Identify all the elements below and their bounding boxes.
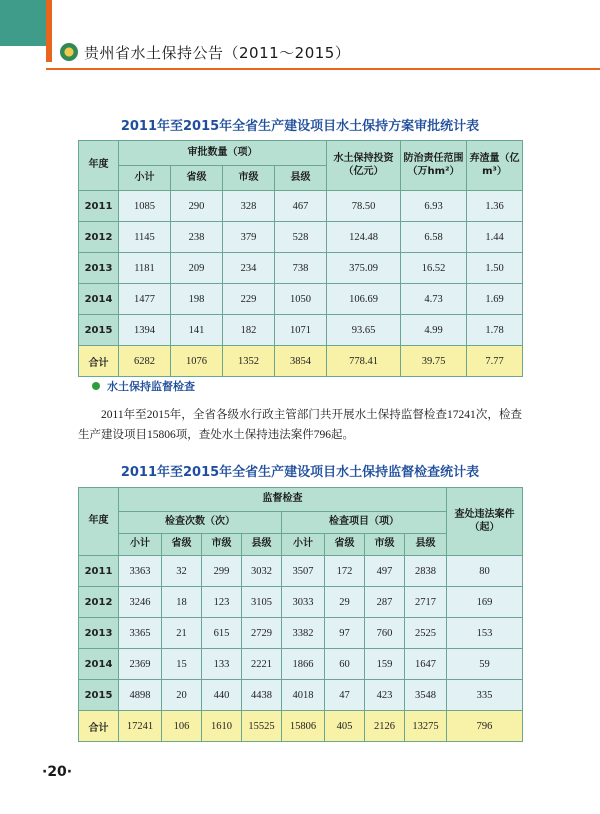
table-cell: 169 [447, 587, 523, 618]
year-cell: 2011 [79, 556, 119, 587]
table-cell: 778.41 [327, 346, 401, 377]
table-row [79, 649, 523, 680]
table-cell: 738 [275, 253, 327, 284]
table-cell: 15525 [242, 711, 282, 742]
header-supervision: 监督检查 [119, 488, 447, 512]
subheader-county: 县级 [275, 166, 327, 191]
table-cell: 3382 [282, 618, 325, 649]
table-cell: 1071 [275, 315, 327, 346]
table-cell: 4.73 [401, 284, 467, 315]
table-cell: 209 [171, 253, 223, 284]
table-cell: 405 [325, 711, 365, 742]
table-cell: 234 [223, 253, 275, 284]
table-cell: 1145 [119, 222, 171, 253]
corner-block [0, 0, 46, 46]
table-cell: 2729 [242, 618, 282, 649]
table-cell: 2369 [119, 649, 162, 680]
table-cell: 615 [202, 618, 242, 649]
table-cell: 1610 [202, 711, 242, 742]
header-inspection-times: 检查次数（次） [119, 512, 282, 534]
table-cell: 375.09 [327, 253, 401, 284]
subheader-county: 县级 [405, 534, 447, 556]
table-cell: 59 [447, 649, 523, 680]
subheader-province: 省级 [162, 534, 202, 556]
table-cell: 1394 [119, 315, 171, 346]
table-cell: 80 [447, 556, 523, 587]
table-cell: 133 [202, 649, 242, 680]
table-cell: 106 [162, 711, 202, 742]
table-cell: 335 [447, 680, 523, 711]
subheader-city: 市级 [202, 534, 242, 556]
header-investment: 水土保持投资（亿元） [327, 141, 401, 191]
year-cell: 合计 [79, 711, 119, 742]
table-cell: 760 [365, 618, 405, 649]
table-cell: 290 [171, 191, 223, 222]
table-row [79, 253, 523, 284]
table-cell: 123 [202, 587, 242, 618]
table-cell: 1866 [282, 649, 325, 680]
table-row [79, 587, 523, 618]
table-cell: 423 [365, 680, 405, 711]
table-cell: 17241 [119, 711, 162, 742]
table-cell: 497 [365, 556, 405, 587]
table-cell: 47 [325, 680, 365, 711]
year-cell: 2012 [79, 222, 119, 253]
table-cell: 16.52 [401, 253, 467, 284]
table-cell: 3365 [119, 618, 162, 649]
table-cell: 3548 [405, 680, 447, 711]
subheader-province: 省级 [171, 166, 223, 191]
table-cell: 198 [171, 284, 223, 315]
table-row [79, 222, 523, 253]
table-cell: 2126 [365, 711, 405, 742]
table-cell: 93.65 [327, 315, 401, 346]
header-cases: 查处违法案件（起） [447, 488, 523, 556]
year-cell: 2015 [79, 680, 119, 711]
section-paragraph: 2011年至2015年，全省各级水行政主管部门共开展水土保持监督检查17241次，检查生产建设项目15806项，查处水土保持违法案件796起。 [78, 409, 522, 441]
header-spoil: 弃渣量（亿m³） [467, 141, 523, 191]
running-header [60, 40, 350, 64]
emblem-icon [60, 43, 78, 61]
table-cell: 467 [275, 191, 327, 222]
table-cell: 39.75 [401, 346, 467, 377]
table-cell: 1.50 [467, 253, 523, 284]
table-cell: 172 [325, 556, 365, 587]
table-cell: 1.44 [467, 222, 523, 253]
table-cell: 124.48 [327, 222, 401, 253]
table-cell: 106.69 [327, 284, 401, 315]
year-cell: 2015 [79, 315, 119, 346]
table-cell: 15806 [282, 711, 325, 742]
header-approval-count: 审批数量（项） [119, 141, 327, 166]
table-cell: 1181 [119, 253, 171, 284]
table-cell: 1352 [223, 346, 275, 377]
table-row [79, 315, 523, 346]
table-cell: 229 [223, 284, 275, 315]
table-cell: 29 [325, 587, 365, 618]
total-row [79, 346, 523, 377]
table-cell: 3033 [282, 587, 325, 618]
table-cell: 1076 [171, 346, 223, 377]
year-cell: 2013 [79, 253, 119, 284]
table-cell: 1085 [119, 191, 171, 222]
table-cell: 287 [365, 587, 405, 618]
table-cell: 3363 [119, 556, 162, 587]
table-cell: 7.77 [467, 346, 523, 377]
table-cell: 4.99 [401, 315, 467, 346]
table-cell: 1477 [119, 284, 171, 315]
header-year: 年度 [79, 141, 119, 191]
header-inspected-projects: 检查项目（项） [282, 512, 447, 534]
subheader-city: 市级 [365, 534, 405, 556]
table-cell: 1050 [275, 284, 327, 315]
table-row [79, 680, 523, 711]
header-area: 防治责任范围（万hm²） [401, 141, 467, 191]
table-cell: 528 [275, 222, 327, 253]
subheader-subtotal: 小计 [282, 534, 325, 556]
table-cell: 3246 [119, 587, 162, 618]
table2-title: 2011年至2015年全省生产建设项目水土保持监督检查统计表 [120, 465, 480, 480]
table-cell: 796 [447, 711, 523, 742]
table-row [79, 284, 523, 315]
table-cell: 60 [325, 649, 365, 680]
table-cell: 1647 [405, 649, 447, 680]
year-cell: 2013 [79, 618, 119, 649]
table-cell: 2838 [405, 556, 447, 587]
table-cell: 1.36 [467, 191, 523, 222]
table-cell: 97 [325, 618, 365, 649]
table-cell: 3507 [282, 556, 325, 587]
table-cell: 3105 [242, 587, 282, 618]
subheader-county: 县级 [242, 534, 282, 556]
approval-table [78, 140, 523, 377]
table-cell: 141 [171, 315, 223, 346]
section-heading [92, 378, 195, 394]
total-row [79, 711, 523, 742]
table-cell: 18 [162, 587, 202, 618]
bullet-icon [92, 382, 100, 390]
table-cell: 21 [162, 618, 202, 649]
table-cell: 4898 [119, 680, 162, 711]
header-title: 贵州省水土保持公告（2011～2015） [84, 43, 351, 62]
table-cell: 32 [162, 556, 202, 587]
subheader-subtotal: 小计 [119, 534, 162, 556]
table-cell: 6.93 [401, 191, 467, 222]
table-cell: 153 [447, 618, 523, 649]
table-cell: 6.58 [401, 222, 467, 253]
table-cell: 78.50 [327, 191, 401, 222]
table-cell: 6282 [119, 346, 171, 377]
subheader-province: 省级 [325, 534, 365, 556]
table-cell: 440 [202, 680, 242, 711]
table-cell: 4018 [282, 680, 325, 711]
table-cell: 182 [223, 315, 275, 346]
table-row [79, 191, 523, 222]
table-cell: 13275 [405, 711, 447, 742]
table-row [79, 618, 523, 649]
table-cell: 238 [171, 222, 223, 253]
subheader-city: 市级 [223, 166, 275, 191]
table-cell: 1.78 [467, 315, 523, 346]
table-cell: 2221 [242, 649, 282, 680]
year-cell: 2012 [79, 587, 119, 618]
table-cell: 379 [223, 222, 275, 253]
table-cell: 159 [365, 649, 405, 680]
year-cell: 2011 [79, 191, 119, 222]
table-cell: 328 [223, 191, 275, 222]
table-row [79, 556, 523, 587]
table-cell: 4438 [242, 680, 282, 711]
section-heading-text: 水土保持监督检查 [107, 380, 195, 393]
accent-bar [46, 0, 52, 62]
inspection-table [78, 487, 523, 742]
table-cell: 15 [162, 649, 202, 680]
table-cell: 3854 [275, 346, 327, 377]
table1-title: 2011年至2015年全省生产建设项目水土保持方案审批统计表 [120, 119, 480, 134]
table-cell: 3032 [242, 556, 282, 587]
year-cell: 合计 [79, 346, 119, 377]
header-year: 年度 [79, 488, 119, 556]
table-cell: 1.69 [467, 284, 523, 315]
table-cell: 299 [202, 556, 242, 587]
page-number: ·20· [42, 764, 73, 780]
table-cell: 2525 [405, 618, 447, 649]
table-cell: 2717 [405, 587, 447, 618]
subheader-subtotal: 小计 [119, 166, 171, 191]
year-cell: 2014 [79, 284, 119, 315]
header-divider [46, 68, 600, 70]
table-cell: 20 [162, 680, 202, 711]
year-cell: 2014 [79, 649, 119, 680]
